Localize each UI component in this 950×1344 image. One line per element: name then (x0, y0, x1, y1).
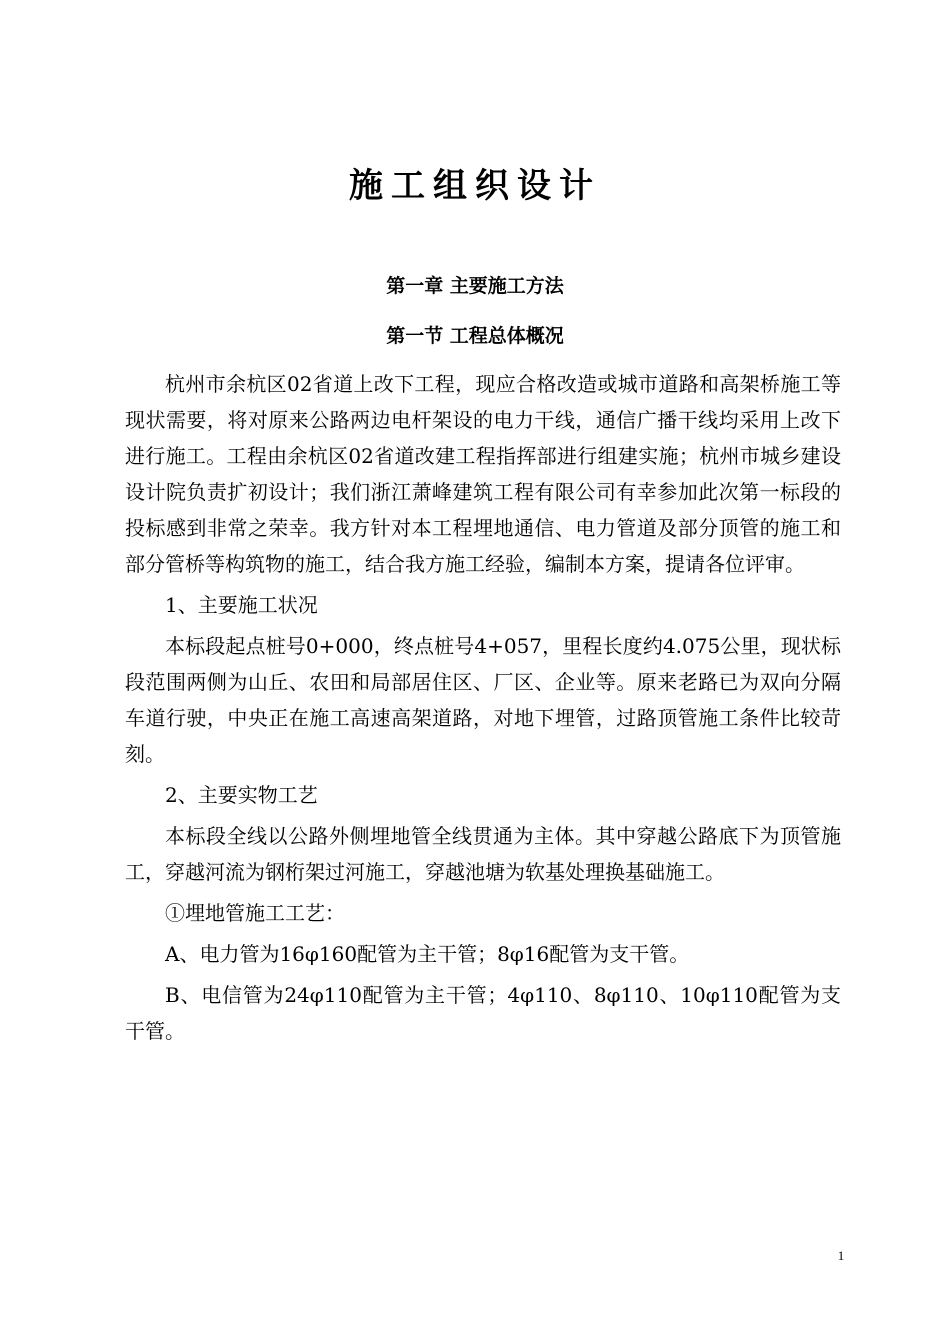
heading-buried-pipe-process: ①埋地管施工工艺： (165, 901, 345, 925)
heading-main-process: 2、主要实物工艺 (165, 783, 318, 807)
paragraph-main-process: 本标段全线以公路外侧埋地管全线贯通为主体。其中穿越公路底下为顶管施工，穿越河流为钢桁架过河施工，穿越池塘为软基处理换基础施工。 (125, 824, 841, 884)
document-title: 施工组织设计 (349, 166, 601, 206)
paragraph-construction-status: 本标段起点桩号0+000，终点桩号4+057，里程长度约4.075公里，现状标段范围两侧为山丘、农田和局部居住区、厂区、企业等。原来老路已为双向分隔车道行驶，中央正在施工高速高架道路，对地下埋管，过路顶管施工条件比较苛刻。 (125, 634, 841, 766)
page-number: 1 (837, 1248, 845, 1263)
document-body (125, 366, 841, 1054)
heading-construction-status: 1、主要施工状况 (165, 593, 318, 617)
section-heading: 第一节 工程总体概况 (386, 325, 564, 347)
item-telecom-pipe: B、电信管为24φ110配管为主干管；4φ110、8φ110、10φ110配管为支干管。 (125, 983, 841, 1043)
item-power-pipe: A、电力管为16φ160配管为主干管；8φ16配管为支干管。 (165, 942, 690, 966)
paragraph-overview: 杭州市余杭区02省道上改下工程，现应合格改造或城市道路和高架桥施工等现状需要，将对原来公路两边电杆架设的电力干线，通信广播干线均采用上改下进行施工。工程由余杭区02省道改建工程指挥部进行组建实施；杭州市城乡建设设计院负责扩初设计；我们浙江萧峰建筑工程有限公司有幸参加此次第一标段的投标感到非常之荣幸。我方针对本工程埋地通信、电力管道及部分顶管的施工和部分管桥等构筑物的施工，结合我方施工经验，编制本方案，提请各位评审。 (125, 372, 841, 576)
chapter-heading: 第一章 主要施工方法 (386, 275, 564, 297)
